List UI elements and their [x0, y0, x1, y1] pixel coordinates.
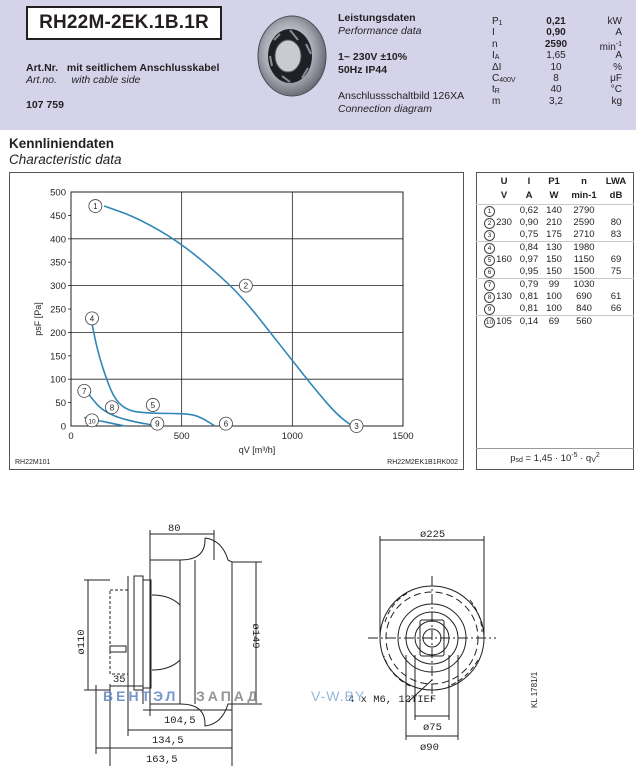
y-tick-label: 500	[50, 187, 66, 199]
art-no-line	[26, 74, 140, 87]
section-title-de: Kennliniendaten	[9, 136, 115, 151]
table-cell: 230	[496, 217, 512, 228]
art-nr-text: mit seitlichem Anschlusskabel	[66, 62, 220, 74]
connection-diagram-en: Connection diagram	[338, 103, 432, 115]
table-cell: 100	[546, 291, 562, 302]
x-tick-label: 1500	[392, 431, 414, 442]
table-cell: 840	[576, 303, 592, 314]
x-tick-label: 1000	[281, 431, 303, 442]
table-row: 3 0,75 175 2710 83	[476, 229, 634, 241]
table-row: 7 0,79 99 1030	[476, 278, 634, 291]
front-view-drawing	[368, 536, 496, 740]
table-cell: 0,81	[519, 291, 539, 302]
y-tick-label: 100	[50, 374, 66, 386]
document-id: KL 1781/1	[530, 671, 539, 708]
article-number: 107 759	[26, 99, 64, 111]
operating-points-table	[476, 172, 634, 328]
model-title: RH22M-2EK.1B.1R	[26, 6, 222, 40]
parameter-row	[492, 96, 622, 107]
table-row: 1 0,62 140 2790	[476, 204, 634, 217]
parameter-symbol: ΔI	[492, 61, 502, 73]
y-axis-label: psF [Pa]	[33, 302, 43, 336]
table-unit: V	[500, 190, 508, 201]
y-tick-label: 350	[50, 257, 66, 269]
table-unit: dB	[609, 190, 623, 201]
y-tick-label: 400	[50, 234, 66, 246]
curve-marker-label: 5	[150, 400, 156, 410]
table-cell: 1030	[573, 279, 595, 290]
parameter-value: 40	[550, 84, 562, 96]
curve-marker-label: 2	[243, 281, 249, 291]
dim-75: ø75	[423, 722, 442, 734]
dim-110: ø110	[76, 629, 88, 655]
y-tick-label: 150	[50, 351, 66, 363]
parameter-row	[492, 38, 622, 53]
table-cell: 69	[548, 316, 560, 327]
table-header: n	[581, 176, 587, 187]
table-cell: 80	[610, 217, 622, 228]
parameter-value: 1,65	[546, 50, 566, 62]
table-cell: 0,75	[519, 229, 539, 240]
table-header-row	[476, 176, 634, 188]
table-header: U	[500, 176, 508, 187]
dim-149: ø149	[249, 623, 261, 649]
table-cell: 130	[546, 242, 562, 253]
table-cell: 175	[546, 229, 562, 240]
table-cell: 83	[610, 229, 622, 240]
parameter-unit: kg	[611, 95, 622, 107]
watermark-part-a: ВЕНТЭЛ	[103, 688, 179, 704]
dim-104-5: 104,5	[164, 715, 196, 727]
dim-90: ø90	[420, 742, 439, 754]
parameter-unit: A	[615, 50, 622, 62]
curve-marker-label: 10	[88, 418, 96, 426]
technical-drawings	[0, 480, 636, 768]
parameter-symbol: $C_{400V}$	[492, 72, 516, 84]
chart-note-right: RH22M2EK1B1RK002	[387, 459, 458, 466]
table-cell: 210	[546, 217, 562, 228]
table-cell: 130	[496, 291, 512, 302]
performance-block	[338, 12, 478, 116]
x-axis-label: qV [m³/h]	[238, 445, 276, 455]
performance-title-de: Leistungsdaten	[338, 12, 416, 24]
voltage-text: 1~ 230V ±10%	[338, 51, 408, 63]
curve-marker-label: 7	[82, 386, 87, 396]
table-header: P1	[548, 176, 560, 187]
art-no-label: Art.no.	[26, 74, 57, 86]
table-cell: 0,90	[519, 217, 539, 228]
table-row: 2 230 0,90 210 2590 80	[476, 217, 634, 229]
table-cell: 150	[546, 254, 562, 265]
table-unit: min-1	[571, 190, 597, 201]
table-unit: A	[525, 190, 533, 201]
y-tick-label: 200	[50, 327, 66, 339]
watermark-part-c: V-W.BY	[311, 688, 366, 704]
parameter-row	[492, 16, 622, 27]
parameter-symbol: $I_A$	[492, 50, 500, 62]
table-cell: 0,84	[519, 242, 539, 253]
table-cell: 0,81	[519, 303, 539, 314]
table-cell: 150	[546, 266, 562, 277]
dim-134-5: 134,5	[152, 735, 184, 747]
parameter-value: 3,2	[549, 95, 563, 107]
table-header: LWA	[605, 176, 627, 187]
parameter-row	[492, 27, 622, 38]
table-cell: 0,95	[519, 266, 539, 277]
parameter-symbol: n	[492, 38, 498, 50]
section-title-en: Characteristic data	[9, 152, 122, 167]
table-cell: 1500	[573, 266, 595, 277]
formula-divider	[476, 448, 634, 449]
table-cell: 560	[576, 316, 592, 327]
parameter-unit: °C	[610, 84, 622, 96]
plot-area	[71, 192, 403, 426]
art-nr-label: Art.Nr.	[26, 62, 59, 74]
parameter-value: 0,21	[546, 16, 566, 27]
performance-title-en: Performance data	[338, 25, 422, 37]
parameter-symbol: m	[492, 95, 501, 107]
table-cell: 0,97	[519, 254, 539, 265]
table-unit: W	[549, 190, 559, 201]
table-cell: 0,79	[519, 279, 539, 290]
parameter-row	[492, 62, 622, 73]
parameter-row	[492, 50, 622, 61]
fan-product-image	[250, 10, 330, 102]
table-cell: 100	[546, 303, 562, 314]
table-row: 8 130 0,81 100 690 61	[476, 291, 634, 303]
table-row: 4 0,84 130 1980	[476, 241, 634, 254]
table-cell: 75	[610, 266, 622, 277]
curve-marker-label: 4	[89, 314, 95, 324]
parameter-value: 2590	[544, 38, 568, 50]
dim-m6: 4 x M6, 12TIEF	[348, 694, 437, 706]
table-cell: 1150	[573, 254, 595, 265]
parameter-unit: A	[615, 27, 622, 39]
curve-marker-label: 3	[354, 422, 359, 431]
art-no-text: with cable side	[71, 74, 141, 86]
table-header: I	[527, 176, 531, 187]
parameter-value: 0,90	[546, 27, 566, 39]
curve-marker-label: 1	[93, 202, 98, 212]
parameter-list	[492, 16, 622, 107]
table-cell: 105	[496, 316, 512, 327]
table-cell: 2790	[573, 205, 595, 216]
y-tick-label: 0	[60, 421, 66, 433]
dim-163-5: 163,5	[146, 754, 178, 766]
table-cell: 61	[610, 291, 622, 302]
y-tick-label: 450	[50, 210, 66, 222]
table-cell: 0,14	[519, 316, 539, 327]
parameter-row	[492, 73, 622, 84]
table-row: 5 160 0,97 150 1150 69	[476, 254, 634, 266]
side-view-drawing	[84, 530, 262, 766]
table-cell: 0,62	[519, 205, 539, 216]
parameter-unit: $\min^{-1}$	[599, 40, 622, 53]
table-cell: 690	[576, 291, 592, 302]
curve-marker-label: 8	[109, 403, 115, 413]
parameter-symbol: $P_1$	[492, 16, 503, 27]
watermark-part-b: ЗАПАД	[196, 688, 261, 704]
table-row: 10 105 0,14 69 560	[476, 315, 634, 328]
table-cell: 69	[610, 254, 622, 265]
dim-35: 35	[113, 674, 126, 686]
x-tick-label: 500	[173, 431, 190, 442]
x-tick-label: 0	[68, 431, 74, 442]
table-row: 9 0,81 100 840 66	[476, 303, 634, 315]
chart-note-left: RH22M101	[15, 459, 51, 466]
connection-diagram-de: Anschlussschaltbild 126XA	[338, 90, 465, 102]
table-cell: 2590	[573, 217, 595, 228]
table-cell: 66	[610, 303, 622, 314]
pressure-formula: $p_{sd} = 1,45 \cdot 10^{-5} \cdot q_V^2$	[510, 452, 600, 464]
y-tick-label: 50	[55, 398, 66, 410]
curve-marker-label: 6	[223, 419, 229, 429]
parameter-unit: %	[613, 61, 622, 73]
dim-80: 80	[168, 523, 181, 535]
parameter-unit: kW	[607, 16, 622, 27]
table-cell: 140	[546, 205, 562, 216]
table-cell: 1980	[573, 242, 595, 253]
parameter-unit: μF	[610, 72, 622, 84]
characteristic-chart	[9, 172, 464, 470]
parameter-value: 8	[553, 72, 559, 84]
table-cell: 99	[548, 279, 560, 290]
curve-marker-label: 9	[155, 419, 160, 429]
parameter-row	[492, 84, 622, 95]
table-cell: 2710	[573, 229, 595, 240]
dim-225: ø225	[420, 529, 446, 541]
table-row: 6 0,95 150 1500 75	[476, 266, 634, 278]
y-tick-label: 250	[50, 304, 66, 316]
parameter-symbol: $t_R$	[492, 84, 500, 96]
table-units-row	[476, 190, 634, 202]
parameter-value: 10	[550, 61, 562, 73]
freq-ip-text: 50Hz IP44	[338, 64, 388, 76]
parameter-symbol: I	[492, 27, 495, 39]
y-tick-label: 300	[50, 281, 66, 293]
table-cell: 160	[496, 254, 512, 265]
